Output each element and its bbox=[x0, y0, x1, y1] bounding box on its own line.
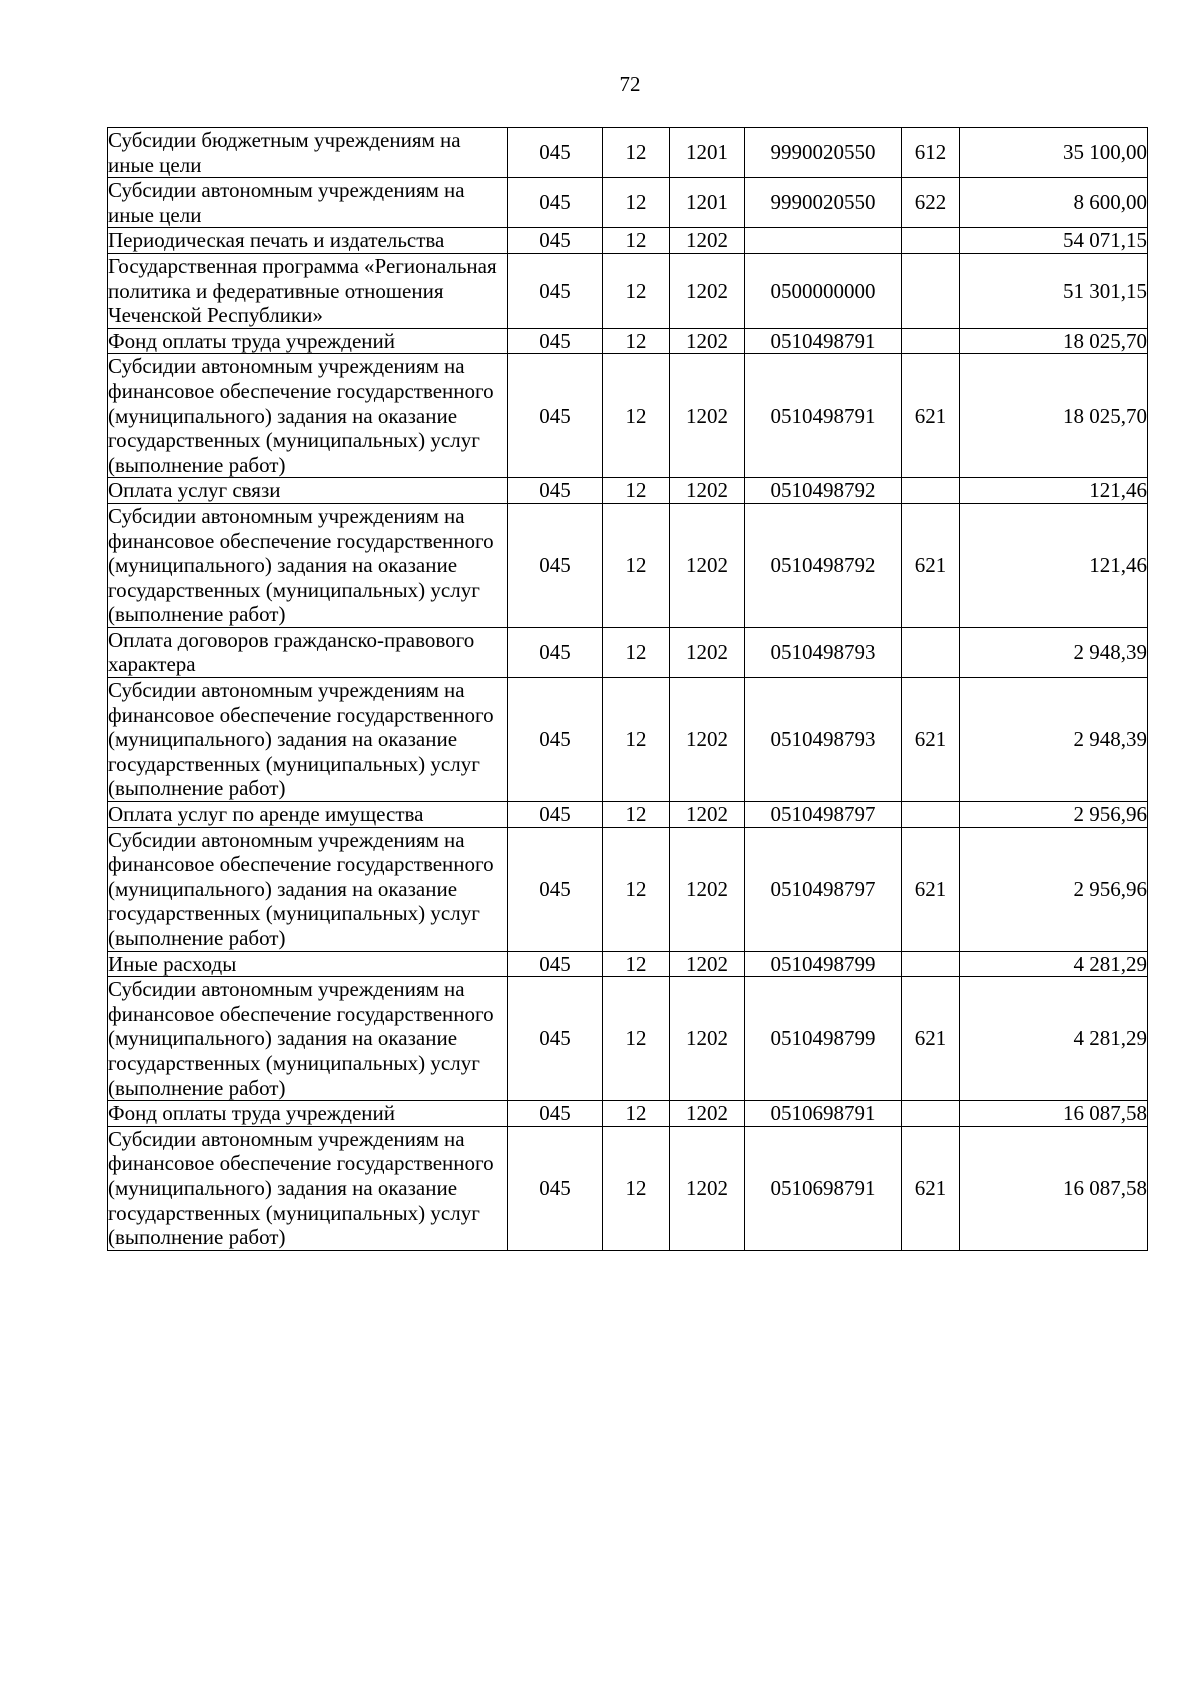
cell-name: Оплата услуг по аренде имущества bbox=[108, 802, 508, 828]
cell-section: 12 bbox=[603, 1126, 670, 1250]
cell-subsection: 1202 bbox=[670, 1126, 745, 1250]
cell-amount: 121,46 bbox=[960, 478, 1148, 504]
cell-subsection: 1202 bbox=[670, 977, 745, 1101]
cell-expense-type bbox=[902, 253, 960, 328]
cell-amount: 18 025,70 bbox=[960, 354, 1148, 478]
cell-subsection: 1202 bbox=[670, 827, 745, 951]
cell-expense-type bbox=[902, 328, 960, 354]
table-row bbox=[108, 951, 1148, 977]
cell-subsection: 1202 bbox=[670, 328, 745, 354]
table-row bbox=[108, 503, 1148, 627]
table-body bbox=[108, 128, 1148, 1251]
cell-section: 12 bbox=[603, 354, 670, 478]
cell-section: 12 bbox=[603, 977, 670, 1101]
cell-amount: 18 025,70 bbox=[960, 328, 1148, 354]
cell-expense-type bbox=[902, 951, 960, 977]
cell-section: 12 bbox=[603, 678, 670, 802]
cell-target-article: 9990020550 bbox=[745, 128, 902, 178]
cell-ministry-code: 045 bbox=[508, 178, 603, 228]
cell-ministry-code: 045 bbox=[508, 1101, 603, 1127]
cell-section: 12 bbox=[603, 478, 670, 504]
cell-subsection: 1202 bbox=[670, 354, 745, 478]
table-row bbox=[108, 253, 1148, 328]
table-row bbox=[108, 128, 1148, 178]
table-row bbox=[108, 1126, 1148, 1250]
cell-ministry-code: 045 bbox=[508, 977, 603, 1101]
cell-expense-type bbox=[902, 802, 960, 828]
cell-ministry-code: 045 bbox=[508, 354, 603, 478]
cell-ministry-code: 045 bbox=[508, 802, 603, 828]
cell-subsection: 1202 bbox=[670, 253, 745, 328]
cell-ministry-code: 045 bbox=[508, 228, 603, 254]
cell-subsection: 1202 bbox=[670, 478, 745, 504]
cell-target-article: 0510498793 bbox=[745, 678, 902, 802]
cell-amount: 35 100,00 bbox=[960, 128, 1148, 178]
table-row bbox=[108, 328, 1148, 354]
cell-name: Фонд оплаты труда учреждений bbox=[108, 1101, 508, 1127]
cell-target-article: 0510498791 bbox=[745, 328, 902, 354]
cell-target-article: 0510498797 bbox=[745, 827, 902, 951]
cell-section: 12 bbox=[603, 951, 670, 977]
cell-ministry-code: 045 bbox=[508, 128, 603, 178]
cell-section: 12 bbox=[603, 1101, 670, 1127]
cell-ministry-code: 045 bbox=[508, 678, 603, 802]
cell-subsection: 1202 bbox=[670, 503, 745, 627]
cell-target-article: 0510498792 bbox=[745, 478, 902, 504]
cell-amount: 2 948,39 bbox=[960, 627, 1148, 677]
cell-target-article: 0510498797 bbox=[745, 802, 902, 828]
cell-subsection: 1202 bbox=[670, 1101, 745, 1127]
cell-amount: 8 600,00 bbox=[960, 178, 1148, 228]
cell-section: 12 bbox=[603, 802, 670, 828]
cell-amount: 2 956,96 bbox=[960, 802, 1148, 828]
cell-subsection: 1202 bbox=[670, 627, 745, 677]
cell-target-article: 0510498791 bbox=[745, 354, 902, 478]
cell-name: Иные расходы bbox=[108, 951, 508, 977]
cell-target-article: 0510498793 bbox=[745, 627, 902, 677]
cell-expense-type: 621 bbox=[902, 1126, 960, 1250]
table-row bbox=[108, 1101, 1148, 1127]
cell-section: 12 bbox=[603, 253, 670, 328]
cell-expense-type: 612 bbox=[902, 128, 960, 178]
cell-amount: 51 301,15 bbox=[960, 253, 1148, 328]
cell-subsection: 1202 bbox=[670, 678, 745, 802]
cell-expense-type bbox=[902, 1101, 960, 1127]
cell-name: Субсидии автономным учреждениям на финансовое обеспечение государственного (муниципального) задания на оказание государственных (муниципальных) услуг (выполнение работ) bbox=[108, 977, 508, 1101]
cell-target-article: 0500000000 bbox=[745, 253, 902, 328]
cell-ministry-code: 045 bbox=[508, 827, 603, 951]
cell-name: Фонд оплаты труда учреждений bbox=[108, 328, 508, 354]
cell-expense-type bbox=[902, 627, 960, 677]
table-row bbox=[108, 977, 1148, 1101]
cell-target-article: 0510698791 bbox=[745, 1126, 902, 1250]
cell-amount: 2 956,96 bbox=[960, 827, 1148, 951]
cell-amount: 121,46 bbox=[960, 503, 1148, 627]
cell-ministry-code: 045 bbox=[508, 503, 603, 627]
cell-name: Государственная программа «Региональная политика и федеративные отношения Чеченской Республики» bbox=[108, 253, 508, 328]
cell-name: Субсидии автономным учреждениям на финансовое обеспечение государственного (муниципального) задания на оказание государственных (муниципальных) услуг (выполнение работ) bbox=[108, 354, 508, 478]
page-number: 72 bbox=[619, 72, 641, 96]
cell-ministry-code: 045 bbox=[508, 328, 603, 354]
cell-amount: 16 087,58 bbox=[960, 1101, 1148, 1127]
cell-expense-type: 621 bbox=[902, 678, 960, 802]
cell-amount: 16 087,58 bbox=[960, 1126, 1148, 1250]
cell-expense-type: 621 bbox=[902, 977, 960, 1101]
cell-section: 12 bbox=[603, 503, 670, 627]
table-row bbox=[108, 478, 1148, 504]
cell-expense-type: 622 bbox=[902, 178, 960, 228]
cell-target-article bbox=[745, 228, 902, 254]
cell-target-article: 9990020550 bbox=[745, 178, 902, 228]
cell-name: Субсидии автономным учреждениям на финансовое обеспечение государственного (муниципального) задания на оказание государственных (муниципальных) услуг (выполнение работ) bbox=[108, 1126, 508, 1250]
cell-expense-type bbox=[902, 228, 960, 254]
cell-name: Субсидии автономным учреждениям на финансовое обеспечение государственного (муниципального) задания на оказание государственных (муниципальных) услуг (выполнение работ) bbox=[108, 503, 508, 627]
table-row bbox=[108, 228, 1148, 254]
cell-section: 12 bbox=[603, 228, 670, 254]
cell-subsection: 1202 bbox=[670, 802, 745, 828]
cell-ministry-code: 045 bbox=[508, 478, 603, 504]
cell-expense-type bbox=[902, 478, 960, 504]
cell-ministry-code: 045 bbox=[508, 1126, 603, 1250]
cell-ministry-code: 045 bbox=[508, 627, 603, 677]
cell-expense-type: 621 bbox=[902, 827, 960, 951]
cell-target-article: 0510498799 bbox=[745, 977, 902, 1101]
cell-name: Субсидии автономным учреждениям на финансовое обеспечение государственного (муниципального) задания на оказание государственных (муниципальных) услуг (выполнение работ) bbox=[108, 678, 508, 802]
table-row bbox=[108, 827, 1148, 951]
cell-name: Оплата договоров гражданско-правового характера bbox=[108, 627, 508, 677]
budget-table bbox=[107, 127, 1148, 1251]
cell-subsection: 1201 bbox=[670, 178, 745, 228]
cell-amount: 4 281,29 bbox=[960, 951, 1148, 977]
cell-section: 12 bbox=[603, 328, 670, 354]
cell-amount: 2 948,39 bbox=[960, 678, 1148, 802]
cell-section: 12 bbox=[603, 178, 670, 228]
cell-name: Оплата услуг связи bbox=[108, 478, 508, 504]
cell-subsection: 1202 bbox=[670, 951, 745, 977]
cell-section: 12 bbox=[603, 128, 670, 178]
cell-subsection: 1202 bbox=[670, 228, 745, 254]
cell-section: 12 bbox=[603, 627, 670, 677]
cell-name: Субсидии автономным учреждениям на финансовое обеспечение государственного (муниципального) задания на оказание государственных (муниципальных) услуг (выполнение работ) bbox=[108, 827, 508, 951]
cell-target-article: 0510498792 bbox=[745, 503, 902, 627]
cell-section: 12 bbox=[603, 827, 670, 951]
cell-ministry-code: 045 bbox=[508, 253, 603, 328]
cell-target-article: 0510498799 bbox=[745, 951, 902, 977]
cell-amount: 54 071,15 bbox=[960, 228, 1148, 254]
cell-name: Субсидии автономным учреждениям на иные цели bbox=[108, 178, 508, 228]
cell-subsection: 1201 bbox=[670, 128, 745, 178]
cell-name: Субсидии бюджетным учреждениям на иные цели bbox=[108, 128, 508, 178]
cell-ministry-code: 045 bbox=[508, 951, 603, 977]
table-row bbox=[108, 627, 1148, 677]
cell-target-article: 0510698791 bbox=[745, 1101, 902, 1127]
cell-name: Периодическая печать и издательства bbox=[108, 228, 508, 254]
table-row bbox=[108, 802, 1148, 828]
table-row bbox=[108, 178, 1148, 228]
table-row bbox=[108, 354, 1148, 478]
cell-expense-type: 621 bbox=[902, 354, 960, 478]
cell-amount: 4 281,29 bbox=[960, 977, 1148, 1101]
cell-expense-type: 621 bbox=[902, 503, 960, 627]
table-row bbox=[108, 678, 1148, 802]
